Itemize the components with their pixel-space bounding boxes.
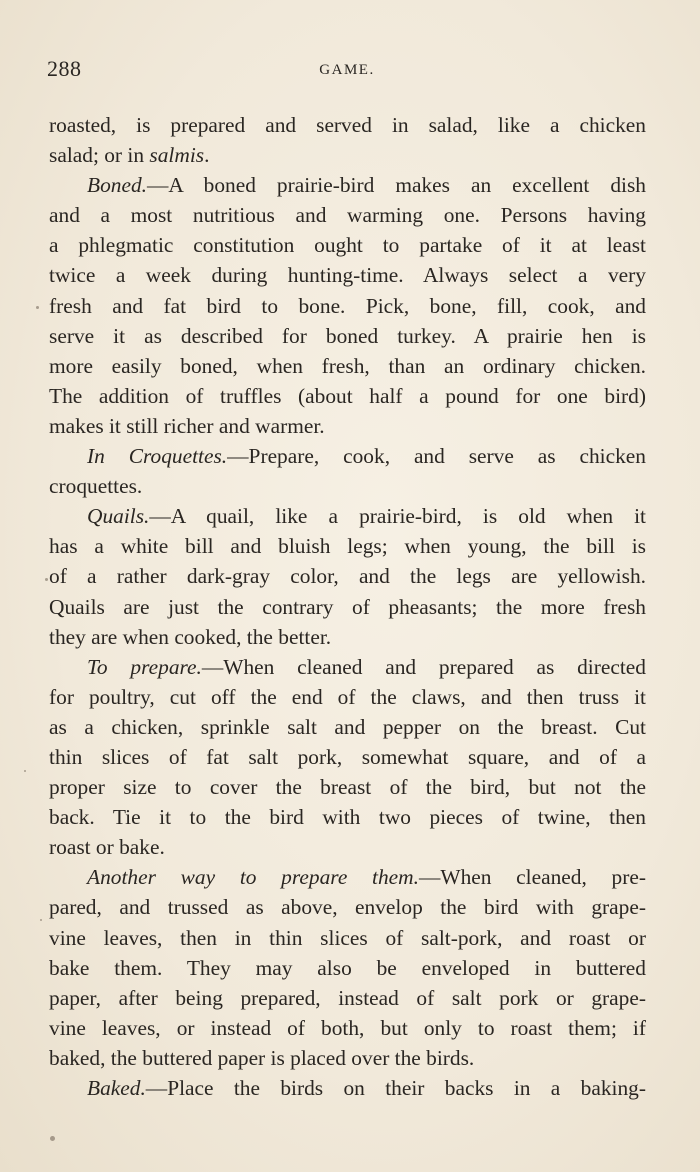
line-text: makes it still richer and warmer.: [49, 413, 325, 438]
line-text: roast or bake.: [49, 835, 165, 860]
line-text: fresh and fat bird to bone. Pick, bone, fill, cook, and: [49, 293, 646, 318]
line-text: bake them. They may also be enveloped in buttered: [49, 955, 646, 980]
line-text: salad; or in: [49, 143, 150, 168]
text-line: [49, 321, 646, 351]
text-line: [49, 802, 646, 832]
line-text: has a white bill and bluish legs; when young, the bill is: [49, 534, 646, 559]
text-line: [49, 742, 646, 772]
text-line: [49, 1043, 646, 1073]
text-line: [49, 772, 646, 802]
text-line: [49, 170, 646, 200]
line-text: —Place the birds on their backs in a baking-: [145, 1076, 646, 1100]
text-line: [49, 381, 646, 411]
text-line: [49, 712, 646, 742]
text-line: [49, 1073, 646, 1103]
line-text: proper size to cover the breast of the bird, but not the: [49, 775, 646, 800]
line-text: of a rather dark-gray color, and the legs are yellowish.: [49, 564, 646, 589]
line-text: Quails are just the contrary of pheasants; the more fresh: [49, 594, 646, 619]
line-text: pared, and trussed as above, envelop the bird with grape-: [49, 895, 646, 920]
text-line: [49, 892, 646, 922]
text-line: [49, 140, 646, 170]
paragraph-heading: Quails.: [87, 504, 150, 529]
line-text: roasted, is prepared and served in salad, like a chicken: [49, 113, 646, 137]
line-text: a phlegmatic constitution ought to partake of it at least: [49, 233, 646, 258]
text-line: [49, 983, 646, 1013]
text-line: [49, 862, 646, 892]
paragraph-heading: Another way to prepare them.: [87, 865, 419, 890]
line-text: back. Tie it to the bird with two pieces of twine, then: [49, 805, 646, 830]
text-line: [49, 622, 646, 652]
text-line: [49, 260, 646, 290]
text-line: [49, 531, 646, 561]
running-head: [47, 56, 647, 88]
text-line: [49, 291, 646, 321]
paper-speck: [45, 578, 48, 581]
line-text: paper, after being prepared, instead of salt pork or grape-: [49, 985, 646, 1010]
text-line: [49, 1013, 646, 1043]
line-text: —A quail, like a prairie-bird, is old when it: [149, 504, 646, 529]
paper-speck: [24, 770, 26, 772]
line-text: —Prepare, cook, and serve as chicken: [227, 444, 646, 469]
line-text: —A boned prairie-bird makes an excellent dish: [147, 173, 646, 198]
paper-speck: [36, 306, 39, 309]
italic-term: salmis: [149, 143, 205, 168]
line-text: baked, the buttered paper is placed over the birds.: [49, 1045, 475, 1070]
text-line: [49, 110, 646, 140]
text-line: [49, 411, 646, 441]
line-text: serve it as described for boned turkey. A prairie hen is: [49, 323, 646, 348]
text-line: [49, 471, 646, 501]
line-text: they are when cooked, the better.: [49, 624, 332, 649]
text-line: [49, 953, 646, 983]
paragraph-heading: In Croquettes.: [87, 444, 228, 469]
line-text: —When cleaned, pre-: [418, 865, 646, 890]
line-text: vine leaves, then in thin slices of salt-pork, and roast or: [49, 925, 646, 950]
body-text: [49, 110, 646, 1103]
running-title: GAME.: [319, 62, 375, 78]
text-line: [49, 832, 646, 862]
line-text: The addition of truffles (about half a pound for one bird): [49, 383, 646, 408]
text-line: [49, 652, 646, 682]
line-text: —When cleaned and prepared as directed: [201, 654, 646, 679]
text-line: [49, 200, 646, 230]
text-line: [49, 561, 646, 591]
line-text: for poultry, cut off the end of the claws, and then truss it: [49, 684, 646, 709]
paper-speck: [40, 919, 42, 921]
line-text: twice a week during hunting-time. Always select a very: [49, 263, 646, 288]
text-line: [49, 351, 646, 381]
line-text: croquettes.: [49, 474, 143, 499]
line-text: more easily boned, when fresh, than an ordinary chicken.: [49, 353, 646, 378]
paragraph-heading: Baked.: [87, 1076, 146, 1100]
line-text: vine leaves, or instead of both, but only to roast them; if: [49, 1015, 646, 1040]
page-number: 288: [47, 56, 82, 81]
paragraph-heading: To prepare.: [87, 654, 202, 679]
paragraph-heading: Boned.: [87, 173, 147, 198]
line-text-end: .: [204, 143, 210, 168]
text-line: [49, 592, 646, 622]
line-text: and a most nutritious and warming one. Persons having: [49, 203, 646, 228]
paper-speck: [50, 1136, 55, 1141]
text-line: [49, 923, 646, 953]
text-line: [49, 230, 646, 260]
text-line: [49, 441, 646, 471]
text-line: [49, 682, 646, 712]
text-line: [49, 501, 646, 531]
line-text: thin slices of fat salt pork, somewhat square, and of a: [49, 744, 646, 769]
line-text: as a chicken, sprinkle salt and pepper on the breast. Cut: [49, 714, 646, 739]
